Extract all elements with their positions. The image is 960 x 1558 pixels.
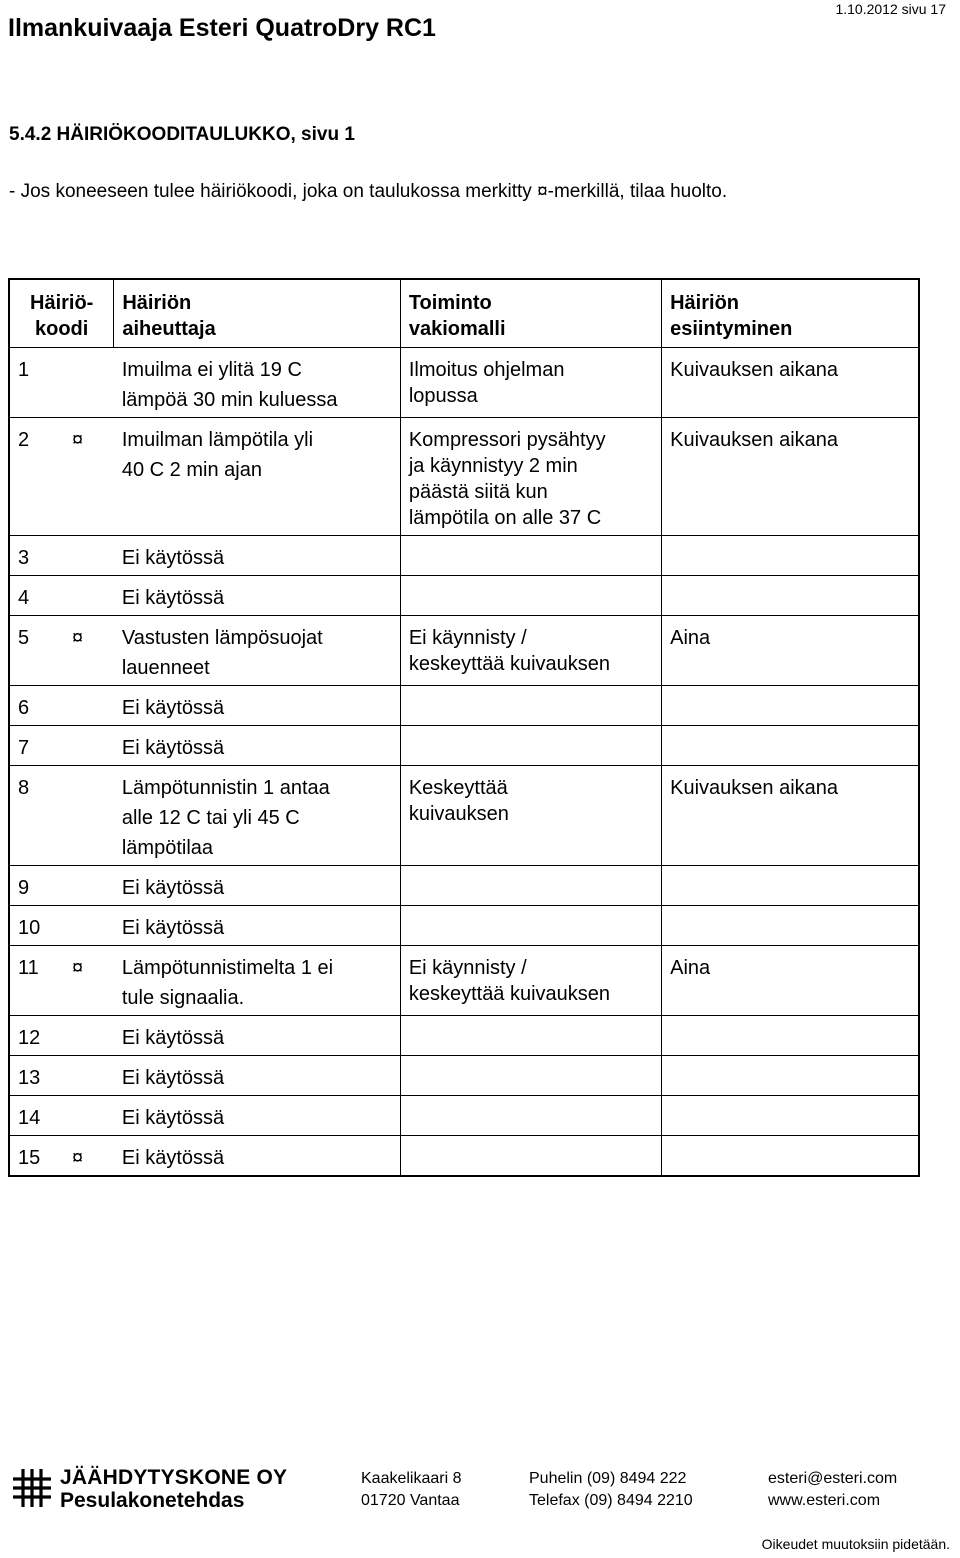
header-cause-line: Häiriön [122,292,192,314]
table-body [9,348,919,1177]
header-code [9,279,114,348]
table-row [9,1136,919,1177]
fault-code-number: 10 [18,917,41,939]
cell-action [400,1096,661,1136]
cell-code [9,766,114,866]
header-code-line: koodi [35,318,89,340]
table-row [9,946,919,1016]
fault-code-number: 1 [18,359,30,381]
cell-action [400,1136,661,1177]
cell-code [9,616,114,686]
cell-code [9,536,114,576]
action-text-line: ja käynnistyy 2 min [408,455,578,477]
fault-code-number: 4 [18,587,30,609]
table-row [9,1016,919,1056]
cell-action [400,348,661,418]
table-row [9,686,919,726]
cell-code [9,686,114,726]
logo-subtitle: Pesulakonetehdas [60,1489,245,1512]
table-row [9,1096,919,1136]
cause-text-line: Ei käytössä [121,1107,225,1129]
action-text-line: kuivauksen [408,803,509,825]
table-row [9,726,919,766]
cause-text-line: lämpötilaa [121,837,214,859]
cell-action [400,616,661,686]
table-row [9,576,919,616]
cell-cause [114,946,400,1016]
date-page-number: 1.10.2012 sivu 17 [835,1,946,17]
occurrence-text: Aina [670,957,711,979]
footer-website: www.esteri.com [768,1492,881,1509]
cause-text-line: lauenneet [121,657,210,679]
cause-text-line: 40 C 2 min ajan [121,459,262,481]
header-code-line: Häiriö- [30,292,94,314]
table-row [9,1056,919,1096]
cause-text-line: lämpöä 30 min kuluessa [121,389,338,411]
cause-text-line: Lämpötunnistin 1 antaa [121,777,330,799]
cell-cause [114,726,400,766]
cell-cause [114,1056,400,1096]
header-cause-line: aiheuttaja [122,318,216,340]
action-text-line: lopussa [408,385,478,407]
cell-cause [114,536,400,576]
footer-address-street: Kaakelikaari 8 [361,1470,462,1487]
cell-cause [114,418,400,536]
fault-code-number: 9 [18,877,30,899]
table-row [9,536,919,576]
cell-cause [114,1016,400,1056]
cause-text-line: Ei käytössä [121,1147,225,1169]
cell-code [9,1016,114,1056]
cause-text-line: Ei käytössä [121,917,225,939]
table-header-row [9,279,919,348]
cell-action [400,1016,661,1056]
cell-action [400,866,661,906]
cell-code [9,1096,114,1136]
cell-cause [114,1096,400,1136]
cell-action [400,906,661,946]
header-occurrence-line: esiintyminen [670,318,793,340]
cell-occurrence [662,726,919,766]
document-title: Ilmankuivaaja Esteri QuatroDry RC1 [8,14,436,42]
table-row [9,616,919,686]
cause-text-line: Ei käytössä [121,1027,225,1049]
instruction-note: - Jos koneeseen tulee häiriökoodi, joka on taulukossa merkitty ¤-merkillä, tilaa huolto. [9,181,728,202]
fault-code-number: 7 [18,737,30,759]
header-action [400,279,661,348]
action-text-line: päästä siitä kun [408,481,548,503]
cell-code [9,348,114,418]
cause-text-line: Ei käytössä [121,697,225,719]
cell-occurrence [662,348,919,418]
cell-occurrence [662,1096,919,1136]
fault-code-number: 15 [18,1147,41,1169]
cell-cause [114,348,400,418]
action-text-line: Keskeyttää [408,777,508,799]
cell-cause [114,766,400,866]
service-required-mark: ¤ [72,957,84,979]
cause-text-line: Imuilman lämpötila yli [121,429,314,451]
cell-occurrence [662,686,919,726]
header-action-line: Toiminto [408,292,492,314]
cell-code [9,576,114,616]
occurrence-text: Kuivauksen aikana [670,359,838,381]
footer-email: esteri@esteri.com [768,1470,898,1487]
company-logo [12,1466,302,1514]
action-text-line: Ei käynnisty / [408,627,527,649]
action-text-line: lämpötila on alle 37 C [408,507,602,529]
table-row [9,766,919,866]
footer-fax: Telefax (09) 8494 2210 [529,1492,693,1509]
cell-occurrence [662,766,919,866]
fault-code-number: 8 [18,777,30,799]
cause-text-line: Ei käytössä [121,877,225,899]
fault-code-number: 12 [18,1027,41,1049]
cell-occurrence [662,576,919,616]
action-text-line: keskeyttää kuivauksen [408,653,611,675]
cell-action [400,418,661,536]
cell-cause [114,1136,400,1177]
cell-occurrence [662,906,919,946]
fault-code-number: 14 [18,1107,41,1129]
table-row [9,348,919,418]
cause-text-line: Ei käytössä [121,547,225,569]
cell-occurrence [662,418,919,536]
cell-cause [114,866,400,906]
cause-text-line: Vastusten lämpösuojat [121,627,323,649]
occurrence-text: Kuivauksen aikana [670,777,838,799]
occurrence-text: Aina [670,627,711,649]
cell-code [9,1056,114,1096]
action-text-line: keskeyttää kuivauksen [408,983,611,1005]
cell-action [400,686,661,726]
cell-action [400,726,661,766]
cell-code [9,418,114,536]
cell-action [400,576,661,616]
footer-phone: Puhelin (09) 8494 222 [529,1470,687,1487]
cause-text-line: Ei käytössä [121,737,225,759]
cause-text-line: Ei käytössä [121,587,225,609]
logo-grid-icon [12,1468,52,1508]
cell-code [9,906,114,946]
cell-cause [114,576,400,616]
fault-code-number: 5 [18,627,30,649]
cell-occurrence [662,1136,919,1177]
table-row [9,418,919,536]
service-required-mark: ¤ [72,627,84,649]
cell-action [400,946,661,1016]
cell-occurrence [662,866,919,906]
occurrence-text: Kuivauksen aikana [670,429,838,451]
service-required-mark: ¤ [72,1147,84,1169]
fault-code-number: 11 [18,957,39,979]
cell-code [9,1136,114,1177]
table-row [9,906,919,946]
cell-action [400,536,661,576]
cell-occurrence [662,946,919,1016]
action-text-line: Ei käynnisty / [408,957,527,979]
action-text-line: Kompressori pysähtyy [408,429,606,451]
cell-cause [114,686,400,726]
fault-code-number: 2 [18,429,30,451]
header-occurrence-line: Häiriön [670,292,740,314]
cell-cause [114,906,400,946]
footer-rights-notice: Oikeudet muutoksiin pidetään. [761,1536,950,1552]
footer-address-city: 01720 Vantaa [361,1492,460,1509]
fault-code-number: 6 [18,697,30,719]
action-text-line: Ilmoitus ohjelman [408,359,565,381]
cell-occurrence [662,536,919,576]
fault-code-number: 13 [18,1067,41,1089]
header-cause [114,279,400,348]
cell-action [400,766,661,866]
cell-cause [114,616,400,686]
service-required-mark: ¤ [72,429,84,451]
header-action-line: vakiomalli [408,318,506,340]
cell-code [9,726,114,766]
cause-text-line: Lämpötunnistimelta 1 ei [121,957,334,979]
cell-code [9,866,114,906]
fault-code-number: 3 [18,547,30,569]
cell-occurrence [662,1016,919,1056]
fault-code-table [8,278,920,1177]
section-title: 5.4.2 HÄIRIÖKOODITAULUKKO, sivu 1 [9,124,355,145]
logo-company-name: JÄÄHDYTYSKONE OY [60,1466,288,1489]
cause-text-line: Ei käytössä [121,1067,225,1089]
cause-text-line: Imuilma ei ylitä 19 C [121,359,302,381]
cell-action [400,1056,661,1096]
cause-text-line: alle 12 C tai yli 45 C [121,807,300,829]
cell-occurrence [662,616,919,686]
cell-code [9,946,114,1016]
table-row [9,866,919,906]
header-occurrence [662,279,919,348]
cell-occurrence [662,1056,919,1096]
cause-text-line: tule signaalia. [121,987,245,1009]
